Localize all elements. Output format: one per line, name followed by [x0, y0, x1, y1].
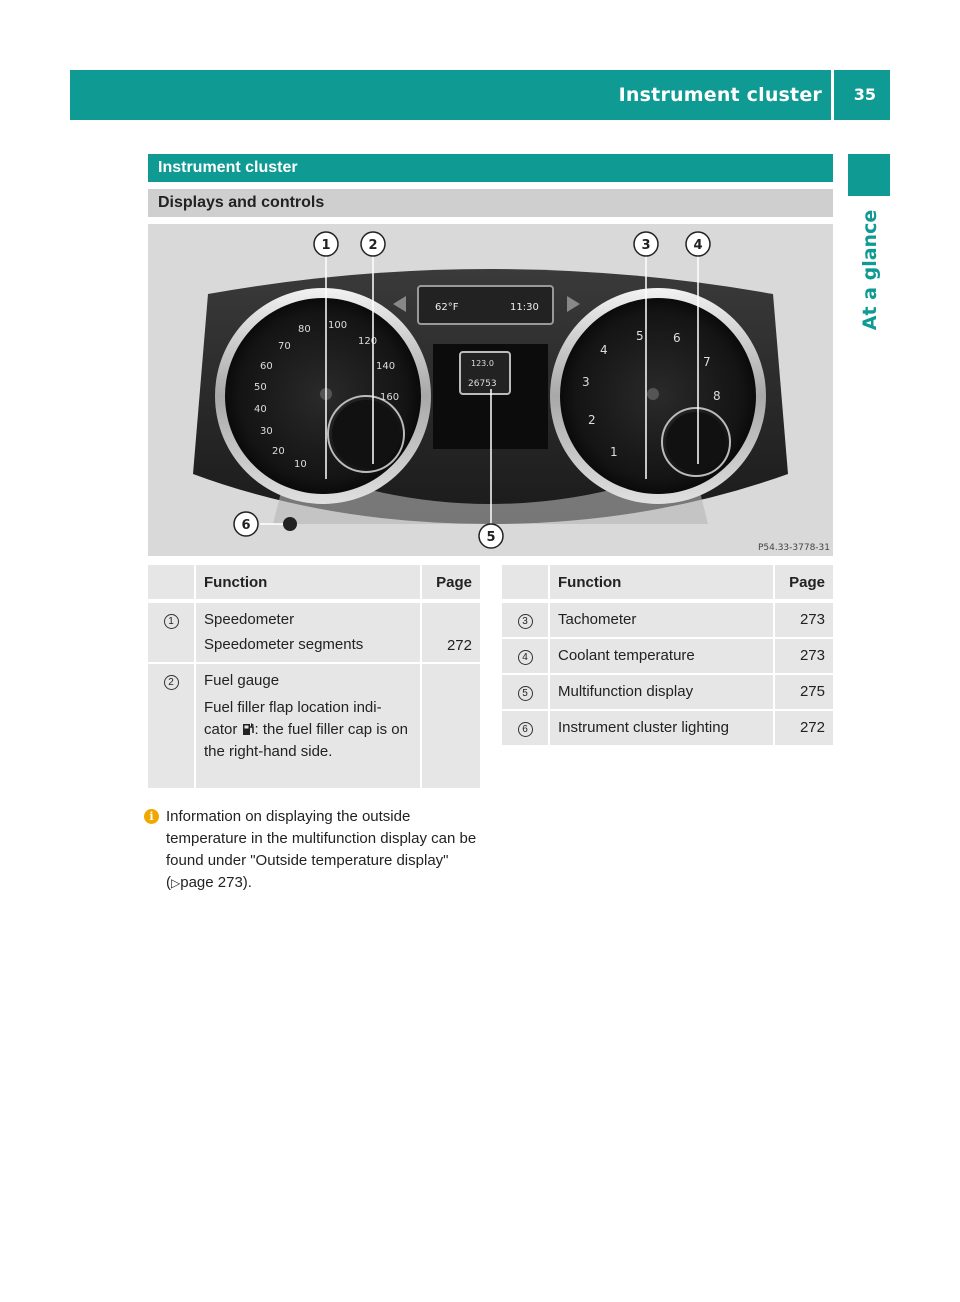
display-time: 11:30 [510, 302, 539, 313]
row-subfunction: Fuel filler flap location indi-cator [204, 699, 382, 738]
svg-text:3: 3 [641, 238, 651, 253]
figure-code: P54.33-3778-31 [757, 543, 830, 553]
col-num-header [148, 565, 196, 601]
callout-4 [686, 232, 710, 256]
row-function: Fuel gauge [204, 672, 280, 689]
callout-6 [234, 512, 258, 536]
table-row [502, 637, 833, 673]
row-page: 272 [446, 637, 472, 654]
svg-text:2: 2 [588, 413, 596, 427]
row-number: 1 [164, 614, 179, 629]
section-title: Instrument cluster [158, 159, 298, 176]
fuel-pump-icon [242, 721, 255, 735]
cluster-lighting-button [283, 517, 297, 531]
col-function-header: Function [196, 565, 422, 601]
svg-text:6: 6 [241, 518, 251, 533]
header-title: Instrument cluster [618, 84, 822, 106]
svg-text:120: 120 [358, 336, 378, 347]
display-temp: 62°F [435, 302, 459, 313]
row-function: Instrument cluster lighting [550, 709, 775, 745]
table-header-row [502, 565, 833, 601]
page-header-bar [70, 70, 890, 120]
svg-text:70: 70 [278, 341, 291, 352]
row-subfunction: Speedometer segments [204, 636, 364, 653]
row-number: 5 [518, 686, 533, 701]
row-page: 272 [775, 709, 833, 745]
svg-text:1: 1 [321, 238, 331, 253]
function-table-left [148, 565, 480, 788]
row-function: Multifunction display [550, 673, 775, 709]
display-trip: 123.0 [471, 359, 494, 368]
row-subfunction-cont: : the fuel filler cap is on the right-hand side. [204, 721, 408, 760]
row-page: 273 [775, 637, 833, 673]
fuel-gauge-dial [332, 400, 400, 468]
header-divider [831, 70, 834, 120]
tachometer-hub [647, 388, 659, 400]
section-title-bar [148, 154, 833, 182]
instrument-cluster-figure [148, 224, 833, 556]
col-function-header: Function [550, 565, 775, 601]
chapter-tab-label [850, 200, 890, 340]
table-row [502, 673, 833, 709]
page-ref-arrow-icon: ▷ [171, 876, 181, 890]
callout-2 [361, 232, 385, 256]
svg-text:40: 40 [254, 404, 267, 415]
svg-text:4: 4 [693, 238, 703, 253]
svg-text:2: 2 [368, 238, 378, 253]
row-page [422, 662, 480, 788]
cluster-illustration [148, 224, 833, 556]
note-page-ref[interactable]: page 273). [180, 874, 252, 891]
row-number: 6 [518, 722, 533, 737]
table-row [148, 601, 480, 662]
table-row [502, 709, 833, 745]
svg-text:140: 140 [376, 361, 396, 372]
row-number: 3 [518, 614, 533, 629]
col-page-header: Page [775, 565, 833, 601]
row-page: 275 [775, 673, 833, 709]
svg-text:80: 80 [298, 324, 311, 335]
col-num-header [502, 565, 550, 601]
svg-text:4: 4 [600, 343, 608, 357]
info-icon: i [144, 809, 159, 824]
svg-text:100: 100 [328, 320, 348, 331]
row-number: 4 [518, 650, 533, 665]
chapter-label-text: At a glance [859, 209, 881, 331]
note-text: Information on displaying the outside temperature in the multifunction display can be found under "Outside temperature display" ( [166, 808, 477, 891]
callout-1 [314, 232, 338, 256]
row-number: 2 [164, 675, 179, 690]
svg-text:60: 60 [260, 361, 273, 372]
row-function: Coolant temperature [550, 637, 775, 673]
coolant-gauge-dial [666, 412, 726, 472]
page-number: 35 [853, 85, 876, 104]
svg-text:160: 160 [380, 392, 400, 403]
row-function: Speedometer [204, 611, 295, 628]
svg-text:1: 1 [610, 445, 618, 459]
chapter-tab-marker [848, 154, 890, 196]
svg-text:50: 50 [254, 382, 267, 393]
table-row [148, 662, 480, 788]
svg-text:5: 5 [486, 530, 496, 545]
row-function: Tachometer [550, 601, 775, 637]
svg-text:30: 30 [260, 426, 273, 437]
svg-text:20: 20 [272, 446, 285, 457]
svg-text:3: 3 [582, 375, 590, 389]
info-note-text [166, 806, 486, 894]
table-row [502, 601, 833, 637]
svg-text:10: 10 [294, 459, 307, 470]
svg-text:5: 5 [636, 329, 644, 343]
callout-5 [479, 524, 503, 548]
subsection-title: Displays and controls [158, 194, 325, 211]
subsection-title-bar [148, 189, 833, 217]
svg-text:7: 7 [703, 355, 711, 369]
callout-3 [634, 232, 658, 256]
display-odometer: 26753 [468, 379, 497, 389]
svg-text:8: 8 [713, 389, 721, 403]
svg-text:6: 6 [673, 331, 681, 345]
row-page: 273 [775, 601, 833, 637]
table-header-row [148, 565, 480, 601]
col-page-header: Page [422, 565, 480, 601]
function-table-right [502, 565, 833, 745]
